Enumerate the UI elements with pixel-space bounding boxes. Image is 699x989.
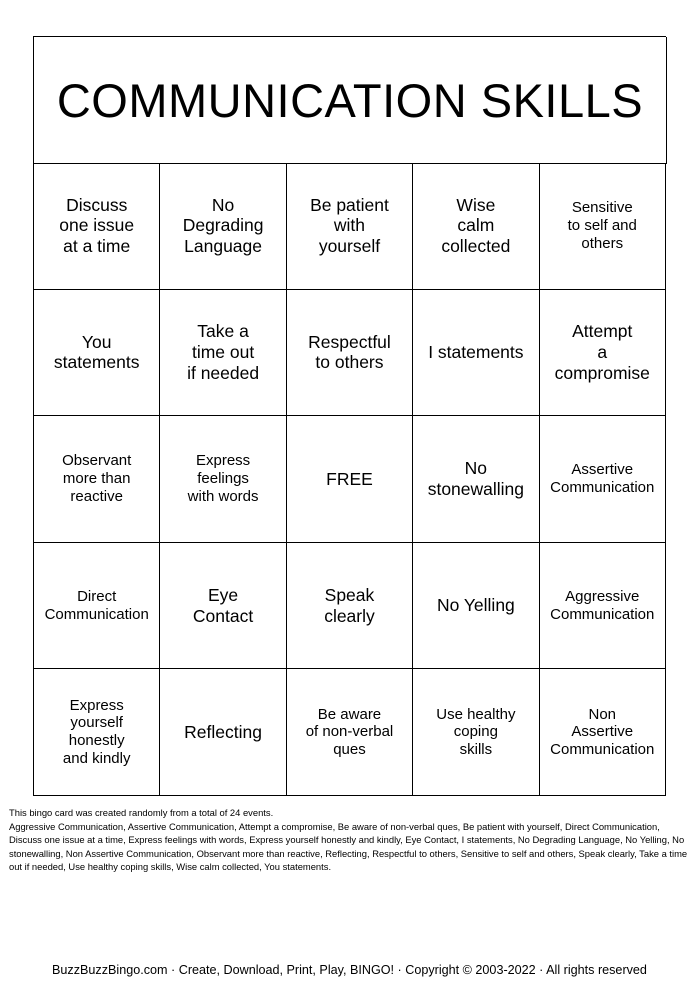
bingo-cell: Assertive Communication — [540, 416, 666, 543]
footer-events-list: Aggressive Communication, Assertive Communication, Attempt a compromise, Be aware of non-verbal ques, Be patient with yourself, Direct Communication, Discuss one issue at a time, Express feelings with words, Express yourself honestly and kindly, Eye Contact, I statements, No Degrading Language, No Yelling, No stonewalling, Non Assertive Communication, Observant more than reactive, Reflecting, Respectful to others, Sensitive to self and others, Speak clearly, Take a time out if needed, Use healthy coping skills, Wise calm collected, You statements. — [9, 820, 688, 872]
bingo-cell: Direct Communication — [34, 543, 160, 670]
bingo-cell: No stonewalling — [413, 416, 539, 543]
footer-summary: This bingo card was created randomly from a total of 24 events. — [9, 807, 274, 818]
bingo-cell: I statements — [413, 290, 539, 417]
card-title: COMMUNICATION SKILLS — [34, 37, 667, 164]
bingo-cell: Discuss one issue at a time — [34, 163, 160, 290]
bingo-cell: FREE — [287, 416, 413, 543]
bingo-cell: Sensitive to self and others — [540, 163, 666, 290]
bingo-cell: Aggressive Communication — [540, 543, 666, 670]
bingo-cell: Reflecting — [160, 669, 286, 796]
bingo-grid — [34, 163, 666, 796]
bingo-cell: Express yourself honestly and kindly — [34, 669, 160, 796]
bingo-cell: Be aware of non-verbal ques — [287, 669, 413, 796]
bingo-cell: Express feelings with words — [160, 416, 286, 543]
bingo-cell: Respectful to others — [287, 290, 413, 417]
bingo-cell: No Yelling — [413, 543, 539, 670]
bingo-cell: Speak clearly — [287, 543, 413, 670]
bingo-cell: Be patient with yourself — [287, 163, 413, 290]
bingo-cell: Non Assertive Communication — [540, 669, 666, 796]
footer-note — [9, 806, 692, 874]
bingo-card — [33, 36, 666, 796]
bingo-cell: Use healthy coping skills — [413, 669, 539, 796]
bingo-cell: No Degrading Language — [160, 163, 286, 290]
bingo-cell: Attempt a compromise — [540, 290, 666, 417]
bingo-cell: Eye Contact — [160, 543, 286, 670]
bingo-cell: Take a time out if needed — [160, 290, 286, 417]
bingo-cell: You statements — [34, 290, 160, 417]
site-credit: BuzzBuzzBingo.com · Create, Download, Print, Play, BINGO! · Copyright © 2003-2022 · All rights reserved — [52, 963, 647, 977]
bingo-cell: Observant more than reactive — [34, 416, 160, 543]
bingo-cell: Wise calm collected — [413, 163, 539, 290]
